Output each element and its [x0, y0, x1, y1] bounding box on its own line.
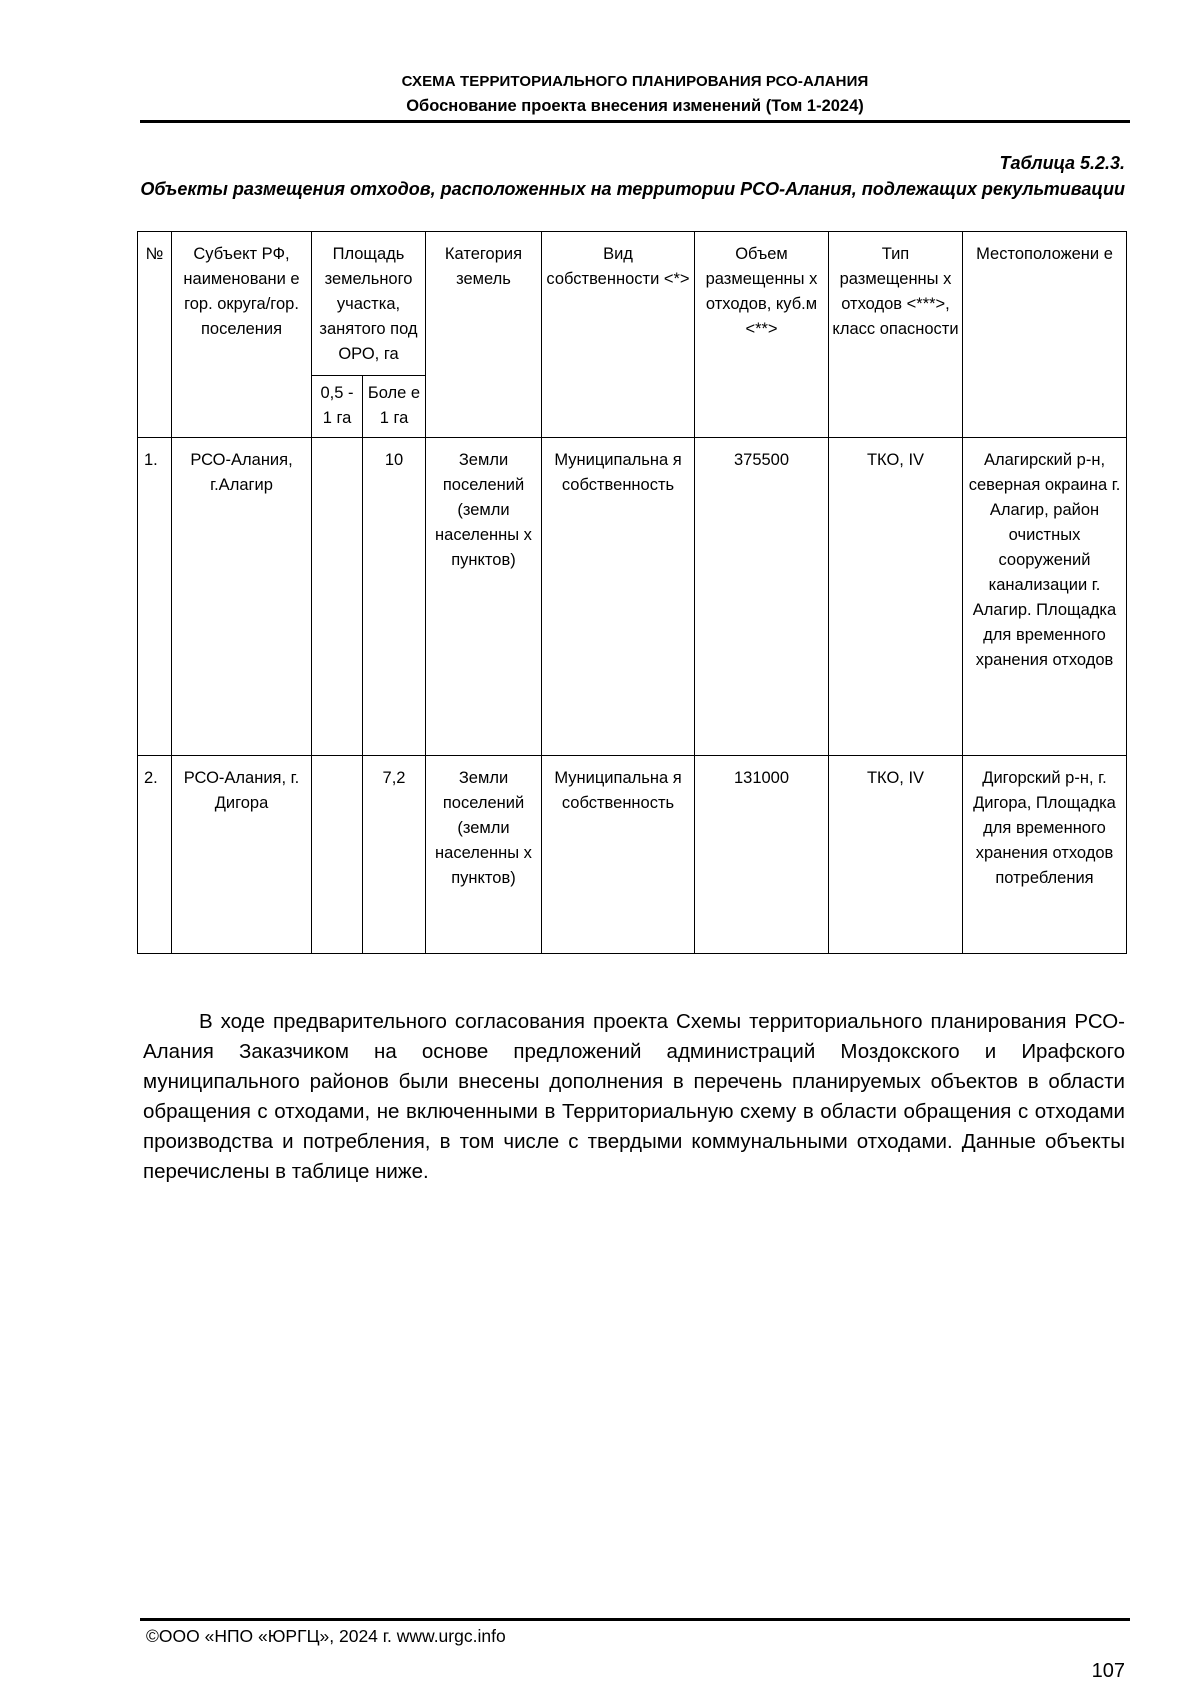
cell-subject: РСО-Алания, г.Алагир: [172, 438, 312, 756]
cell-type: ТКО, IV: [829, 438, 963, 756]
cell-area-small: [312, 438, 363, 756]
column-header-ownership: Вид собственности <*>: [542, 232, 695, 438]
table-header-row: [138, 232, 1127, 376]
table-title: Объекты размещения отходов, расположенных на территории РСО-Алания, подлежащих рекультивации: [140, 179, 1125, 199]
table-row: [138, 756, 1127, 954]
cell-volume: 131000: [695, 756, 829, 954]
header-divider: [140, 120, 1130, 123]
column-header-location: Местоположени е: [963, 232, 1127, 438]
body-paragraph: В ходе предварительного согласования проекта Схемы территориального планирования РСО-Алания Заказчиком на основе предложений администраций Моздокского и Ирафского муниципального районов были внесены дополнения в перечень планируемых объектов в области обращения с отходами, не включенными в Территориальную схему в области обращения с отходами производства и потребления, в том числе с твердыми коммунальными отходами. Данные объекты перечислены в таблице ниже.: [143, 1010, 1125, 1183]
column-header-no: №: [138, 232, 172, 438]
table-row: [138, 438, 1127, 756]
footer-copyright: ©ООО «НПО «ЮРГЦ», 2024 г. www.urgc.info: [146, 1626, 506, 1646]
column-header-area-large: Боле е 1 га: [363, 376, 426, 438]
cell-no: 2.: [138, 756, 172, 954]
cell-area-large: 7,2: [363, 756, 426, 954]
column-header-type: Тип размещенны х отходов <***>, класс опасности: [829, 232, 963, 438]
cell-area-large: 10: [363, 438, 426, 756]
column-header-area: Площадь земельного участка, занятого под ОРО, га: [312, 232, 426, 376]
page-number: 107: [1091, 1660, 1125, 1682]
page-header: [140, 70, 1130, 118]
waste-objects-table: [137, 231, 1127, 954]
waste-objects-table-wrapper: [137, 231, 1127, 954]
column-header-subject: Субъект РФ, наименовани е гор. округа/гор. поселения: [172, 232, 312, 438]
cell-ownership: Муниципальна я собственность: [542, 438, 695, 756]
cell-volume: 375500: [695, 438, 829, 756]
table-caption: [140, 150, 1125, 202]
cell-subject: РСО-Алания, г. Дигора: [172, 756, 312, 954]
cell-area-small: [312, 756, 363, 954]
header-subtitle: Обоснование проекта внесения изменений (Том 1-2024): [406, 97, 864, 115]
table-number: Таблица 5.2.3.: [999, 153, 1125, 173]
footer-divider: [140, 1618, 1130, 1621]
column-header-area-small: 0,5 - 1 га: [312, 376, 363, 438]
column-header-volume: Объем размещенны х отходов, куб.м <**>: [695, 232, 829, 438]
header-title: СХЕМА ТЕРРИТОРИАЛЬНОГО ПЛАНИРОВАНИЯ РСО-АЛАНИЯ: [401, 73, 869, 90]
cell-category: Земли поселений (земли населенны х пунктов): [426, 756, 542, 954]
column-header-category: Категория земель: [426, 232, 542, 438]
cell-type: ТКО, IV: [829, 756, 963, 954]
cell-location: Дигорский р-н, г. Дигора, Площадка для временного хранения отходов потребления: [963, 756, 1127, 954]
cell-no: 1.: [138, 438, 172, 756]
cell-location: Алагирский р-н, северная окраина г. Алагир, район очистных сооружений канализации г. Алагир. Площадка для временного хранения отходов: [963, 438, 1127, 756]
cell-category: Земли поселений (земли населенны х пунктов): [426, 438, 542, 756]
cell-ownership: Муниципальна я собственность: [542, 756, 695, 954]
